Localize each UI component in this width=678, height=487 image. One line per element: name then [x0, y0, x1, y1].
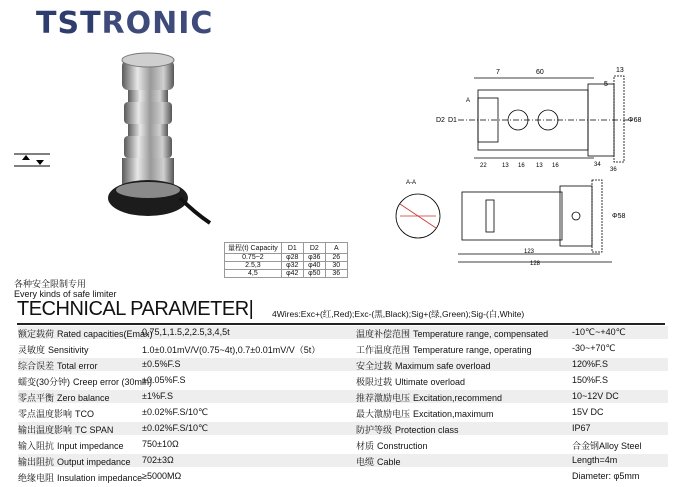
param-label-cn: 综合误差: [18, 361, 55, 371]
param-label-cn: 安全过载: [356, 361, 393, 371]
param-label: [18, 375, 152, 388]
param-label-en: Input impedance: [57, 441, 124, 451]
param-label-cn: 最大激励电压: [356, 409, 411, 419]
svg-text:A-A: A-A: [406, 180, 417, 186]
param-label: [356, 423, 459, 436]
param-value: -10℃~+40℃: [572, 327, 626, 337]
param-label: [356, 407, 494, 420]
table-row: 2.5,3 φ32 φ40 30: [225, 262, 348, 270]
param-label-en: TCO: [75, 409, 95, 419]
param-value: 750±10Ω: [142, 439, 179, 449]
param-label: [18, 327, 153, 340]
param-label: [356, 455, 401, 468]
param-label: [18, 471, 142, 484]
param-label: [18, 407, 94, 420]
table-row: [18, 423, 668, 436]
param-value: Length=4m: [572, 455, 618, 465]
svg-text:D1: D1: [448, 117, 457, 124]
param-label-cn: 温度补偿范围: [356, 329, 411, 339]
side-view-drawing: [418, 62, 642, 173]
load-direction-symbol: [12, 150, 52, 170]
param-label-en: Ultimate overload: [395, 377, 466, 387]
param-label-cn: 电缆: [356, 457, 375, 467]
param-label-en: Temperature range, operating: [413, 345, 532, 355]
application-label: 各种安全限制专用 Every kinds of safe limiter: [14, 279, 117, 299]
param-label-en: Protection class: [395, 425, 459, 435]
svg-text:16: 16: [518, 163, 525, 169]
param-label-en: Insulation impedance: [57, 473, 143, 483]
table-row: [18, 375, 668, 388]
svg-text:A: A: [466, 98, 471, 104]
table-row: [18, 471, 668, 484]
param-label-en: Rated capacities(Emax): [57, 329, 153, 339]
param-label: [356, 359, 491, 372]
param-label-en: Construction: [377, 441, 428, 451]
param-label-cn: 蠕变(30分钟): [18, 377, 71, 387]
section-view-drawing: [390, 176, 630, 266]
param-label-en: Cable: [377, 457, 401, 467]
svg-text:22: 22: [480, 163, 487, 169]
table-row: 0.75~2 φ28 φ36 26: [225, 254, 348, 262]
svg-text:Φ68: Φ68: [628, 117, 642, 124]
table-row: 4,5 φ42 φ50 36: [225, 270, 348, 278]
param-value: ±0.02%F.S/10℃: [142, 423, 209, 433]
param-value: IP67: [572, 423, 591, 433]
param-label: [356, 375, 465, 388]
param-value: 15V DC: [572, 407, 604, 417]
param-label-cn: 灵敏度: [18, 345, 46, 355]
param-value: 10~12V DC: [572, 391, 619, 401]
param-label-en: Total error: [57, 361, 98, 371]
section-title: TECHNICAL PARAMETER|: [17, 298, 254, 320]
param-label: [18, 455, 131, 468]
param-value: 120%F.S: [572, 359, 609, 369]
param-label-en: Excitation,recommend: [413, 393, 503, 403]
param-label: [18, 359, 98, 372]
param-label: [18, 423, 113, 436]
param-value: ≥5000MΩ: [142, 471, 182, 481]
brand-logo: TSTRONIC: [36, 6, 214, 41]
svg-text:13: 13: [616, 67, 624, 74]
table-header: D1: [281, 243, 303, 254]
param-label-cn: 零点温度影响: [18, 409, 73, 419]
param-label-cn: 工作温度范围: [356, 345, 411, 355]
param-label: [356, 471, 359, 481]
svg-text:13: 13: [536, 163, 543, 169]
table-row: [18, 407, 668, 420]
table-row: [18, 455, 668, 468]
param-label-cn: 额定载荷: [18, 329, 55, 339]
param-label-cn: 输出阻抗: [18, 457, 55, 467]
param-label: [356, 391, 502, 404]
table-header: 量程(t) Capacity: [225, 243, 282, 254]
svg-text:123: 123: [524, 249, 535, 255]
svg-text:13: 13: [502, 163, 509, 169]
param-label-en: Excitation,maximum: [413, 409, 494, 419]
param-label-en: Temperature range, compensated: [413, 329, 549, 339]
table-row: [18, 359, 668, 372]
svg-text:34: 34: [594, 162, 601, 168]
param-value: 702±3Ω: [142, 455, 174, 465]
param-label: [18, 391, 110, 404]
load-cell-image: [100, 48, 210, 238]
svg-text:7: 7: [496, 69, 500, 76]
param-value: 0.75,1,1.5,2,2.5,3,4,5t: [142, 327, 230, 337]
param-value: ±1%F.S: [142, 391, 173, 401]
svg-text:60: 60: [536, 69, 544, 76]
param-value: ±0.02%F.S/10℃: [142, 407, 209, 417]
param-value: ±0.05%F.S: [142, 375, 186, 385]
svg-text:5: 5: [604, 81, 608, 88]
table-row: [18, 391, 668, 404]
table-header: D2: [303, 243, 325, 254]
svg-text:16: 16: [552, 163, 559, 169]
param-label-en: Maximum safe overload: [395, 361, 491, 371]
param-label-en: Creep error (30min): [73, 377, 153, 387]
divider: [17, 323, 665, 325]
param-label-cn: 绝缘电阻: [18, 473, 55, 483]
param-label-cn: 防护等级: [356, 425, 393, 435]
param-label-cn: 推荐激励电压: [356, 393, 411, 403]
param-label: [356, 343, 532, 356]
svg-text:Φ58: Φ58: [612, 213, 626, 220]
param-value: 合金钢Alloy Steel: [572, 441, 642, 451]
param-label-cn: 极限过载: [356, 377, 393, 387]
param-label: [356, 327, 548, 340]
param-label: [18, 343, 89, 356]
svg-text:36: 36: [610, 167, 617, 173]
param-value: ±0.5%F.S: [142, 359, 181, 369]
table-header: A: [325, 243, 347, 254]
param-label: [18, 439, 124, 452]
param-value: 150%F.S: [572, 375, 609, 385]
table-row: [18, 343, 668, 356]
param-label-cn: 输入阻抗: [18, 441, 55, 451]
table-row: [18, 327, 668, 340]
wiring-note: 4Wires:Exc+(红,Red);Exc-(黑,Black);Sig+(绿,Green);Sig-(白,White): [272, 309, 525, 319]
svg-text:128: 128: [530, 261, 541, 267]
param-label-cn: 输出温度影响: [18, 425, 73, 435]
param-label-en: Output impedance: [57, 457, 131, 467]
param-value: -30~+70℃: [572, 343, 616, 353]
param-label: [356, 439, 428, 452]
param-label-cn: 零点平衡: [18, 393, 55, 403]
capacity-table: [224, 242, 348, 278]
param-label-cn: 材质: [356, 441, 375, 451]
param-label-en: TC SPAN: [75, 425, 114, 435]
table-row: [18, 439, 668, 452]
param-label-en: Sensitivity: [48, 345, 89, 355]
param-value: Diameter: φ5mm: [572, 471, 640, 481]
param-label-en: Zero balance: [57, 393, 110, 403]
param-value: 1.0±0.01mV/V(0.75~4t),0.7±0.01mV/V（5t）: [142, 345, 321, 355]
svg-text:D2: D2: [436, 117, 445, 124]
